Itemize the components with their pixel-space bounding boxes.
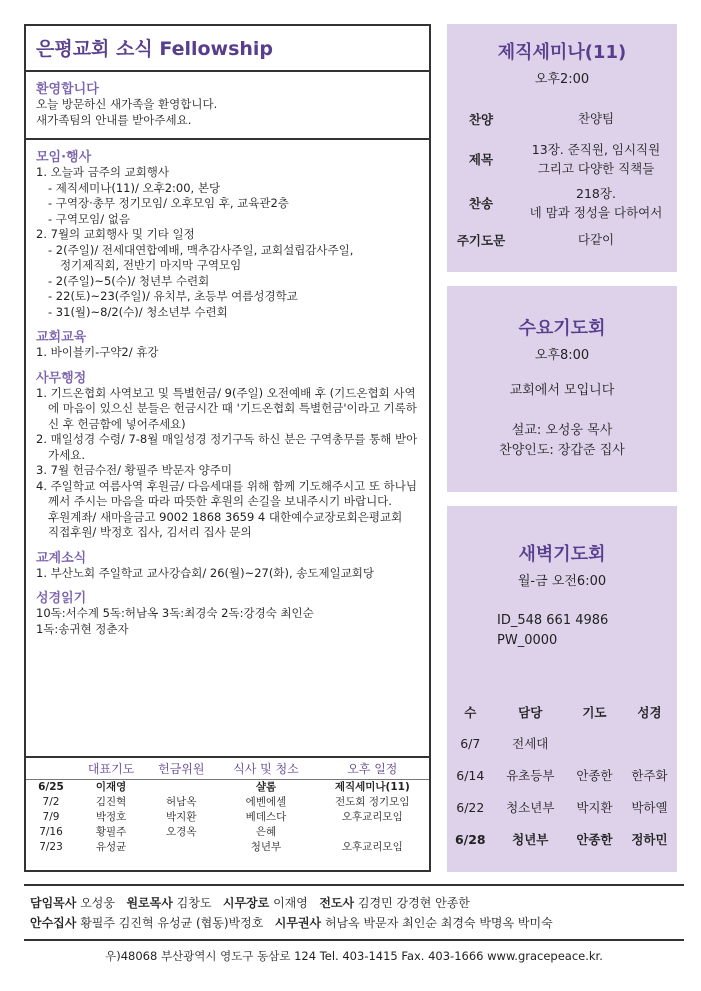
schedule-prayer: 이재영 bbox=[95, 781, 127, 793]
schedule-date: 7/9 bbox=[42, 811, 60, 823]
dawn-cell: 정하민 bbox=[631, 832, 668, 847]
staff-role: 시무권사 bbox=[274, 916, 322, 930]
table-row bbox=[26, 780, 429, 796]
dawn-header: 수 bbox=[464, 705, 477, 720]
schedule-prayer: 황필주 bbox=[95, 826, 127, 838]
schedule-offering: 오경옥 bbox=[166, 826, 197, 838]
seminar-topic-line: 13장. 준직원, 임시직원 bbox=[531, 142, 661, 157]
dawn-cell: 안종한 bbox=[576, 832, 613, 847]
events-heading: 모임·행사 bbox=[36, 150, 92, 165]
admin-heading: 사무행정 bbox=[36, 370, 87, 386]
events-subitem: 정기제직회, 전반기 마지막 구역모임 bbox=[60, 258, 242, 272]
staff-names: 오성웅 bbox=[80, 896, 115, 910]
staff-names: 김창도 bbox=[176, 896, 212, 910]
dawn-cell: 6/22 bbox=[456, 799, 485, 815]
staff-role: 안수집사 bbox=[30, 916, 77, 930]
wednesday-time: 오후8:00 bbox=[534, 348, 590, 363]
events-subitem: - 2(주일)/ 전세대연합예배, 맥추감사주일, 교회설립감사주일, bbox=[48, 242, 354, 257]
reading-line: 10독:서수계 5독:허남옥 3독:최경숙 2독:강경숙 최인순 bbox=[36, 606, 314, 620]
staff-row bbox=[30, 894, 678, 911]
schedule-meal: 베데스다 bbox=[245, 811, 287, 823]
seminar-row bbox=[447, 184, 677, 222]
dawn-header: 성경 bbox=[637, 705, 662, 720]
news-panel bbox=[24, 24, 431, 872]
dawn-header: 기도 bbox=[582, 705, 607, 720]
admin-item: 2. 매일성경 수령/ 7-8월 매일성경 정기구독 하신 분은 구역총무를 통해 받아가세요. bbox=[36, 432, 418, 462]
admin-item: 3. 7월 헌금수전/ 황필주 박문자 양주미 bbox=[36, 463, 232, 477]
schedule-date: 7/2 bbox=[42, 796, 60, 808]
seminar-value bbox=[515, 184, 677, 222]
dawn-cell: 전세대 bbox=[512, 736, 549, 751]
news-header bbox=[26, 26, 429, 72]
events-subitem: - 구역장·총무 정기모임/ 오후모임 후, 교육관2층 bbox=[48, 196, 289, 210]
table-row bbox=[26, 795, 429, 810]
welcome-section bbox=[26, 78, 429, 128]
events-subitem: - 구역모임/ 없음 bbox=[48, 211, 130, 226]
dawn-cell: 청소년부 bbox=[506, 800, 555, 815]
dawn-header: 담당 bbox=[518, 705, 543, 720]
staff-role: 시무장로 bbox=[222, 896, 270, 910]
schedule-date: 7/16 bbox=[39, 826, 63, 838]
seminar-topic-line: 그리고 다양한 직책들 bbox=[537, 161, 655, 176]
schedule-meal: 샬롬 bbox=[255, 781, 277, 793]
dawn-cell: 박하옐 bbox=[631, 800, 668, 815]
address-line: 우)48068 부산광역시 영도구 동삼로 124 Tel. 403-1415 Fax. 403-1666 www.gracepeace.kr. bbox=[105, 949, 603, 963]
admin-item: 1. 기드온협회 사역보고 및 특별헌금/ 9(주일) 오전예배 후 (기드온협회 사역에 마음이 있으신 분들은 헌금시간 때 '기드온협회 특별헌금'이라고 기록하신 후 헌금함에 넣어주세요) bbox=[36, 385, 417, 431]
schedule-afternoon: 오후교리모임 bbox=[341, 841, 403, 853]
table-row bbox=[447, 727, 677, 759]
events-subitem: - 제직세미나(11)/ 오후2:00, 본당 bbox=[48, 180, 221, 195]
table-row bbox=[447, 791, 677, 823]
staff-names: 허남옥 박문자 최인순 최경숙 박명옥 박미숙 bbox=[324, 916, 553, 930]
seminar-time: 오후2:00 bbox=[534, 72, 590, 87]
dawn-cell: 유초등부 bbox=[506, 768, 555, 783]
schedule-header: 대표기도 bbox=[76, 758, 146, 780]
schedule-prayer: 김진혁 bbox=[95, 796, 127, 808]
reading-line: 1독:송귀현 정춘자 bbox=[36, 621, 129, 636]
wednesday-prayer-panel bbox=[447, 286, 677, 492]
staff-row bbox=[30, 914, 678, 931]
seminar-key: 주기도문 bbox=[456, 232, 506, 248]
schedule-header: 오후 일정 bbox=[316, 758, 429, 780]
staff-role: 원로목사 bbox=[126, 896, 173, 910]
dawn-cell: 안종한 bbox=[576, 768, 613, 783]
welcome-line: 오늘 방문하신 새가족을 환영합니다. bbox=[36, 97, 218, 111]
divider bbox=[26, 138, 429, 140]
seminar-row bbox=[447, 230, 677, 249]
service-schedule-table bbox=[26, 756, 429, 870]
dawn-cell: 6/7 bbox=[460, 735, 481, 751]
staff-footer bbox=[24, 884, 684, 941]
staff-names: 황필주 김진혁 유성균 (협동)박정호 bbox=[80, 916, 264, 930]
schedule-prayer: 박정호 bbox=[95, 811, 127, 823]
education-item: 1. 바이블키-구약2/ 휴강 bbox=[36, 345, 159, 359]
welcome-heading: 환영합니다 bbox=[36, 82, 99, 97]
schedule-afternoon: 전도회 정기모임 bbox=[335, 796, 410, 808]
events-item: 2. 7월의 교회행사 및 기타 일정 bbox=[36, 227, 195, 241]
dawn-cell: 6/14 bbox=[456, 767, 485, 783]
wednesday-sermon: 설교: 오성웅 목사 bbox=[511, 423, 613, 438]
dawn-schedule-table bbox=[447, 697, 677, 855]
schedule-date: 7/23 bbox=[39, 841, 63, 853]
events-item: 1. 오늘과 금주의 교회행사 bbox=[36, 165, 170, 179]
wednesday-title: 수요기도회 bbox=[518, 318, 606, 339]
schedule-offering bbox=[146, 840, 216, 855]
seminar-value bbox=[515, 140, 677, 178]
seminar-key: 찬송 bbox=[468, 196, 494, 211]
welcome-line: 새가족팀의 안내를 받아주세요. bbox=[36, 112, 192, 127]
schedule-meal: 청년부 bbox=[250, 841, 282, 853]
staff-names: 김경민 강경현 안종한 bbox=[357, 896, 470, 910]
news-heading: 교계소식 bbox=[36, 550, 87, 566]
dawn-title: 새벽기도회 bbox=[518, 544, 606, 565]
staff-names: 이재영 bbox=[273, 896, 308, 910]
dawn-time: 월-금 오전6:00 bbox=[517, 574, 607, 589]
seminar-hymn-line: 218장. bbox=[576, 186, 616, 201]
schedule-header: 헌금위원 bbox=[146, 758, 216, 780]
schedule-prayer: 유성균 bbox=[95, 841, 127, 853]
education-heading: 교회교육 bbox=[36, 330, 87, 345]
staff-role: 담임목사 bbox=[30, 896, 77, 910]
schedule-afternoon bbox=[316, 825, 429, 840]
table-row bbox=[26, 825, 429, 840]
dawn-cell: 박지환 bbox=[576, 800, 613, 815]
page-title: 은평교회 소식 Fellowship bbox=[36, 38, 274, 60]
events-section bbox=[26, 146, 429, 637]
schedule-header bbox=[26, 758, 76, 780]
table-row bbox=[26, 840, 429, 855]
table-row bbox=[447, 759, 677, 791]
admin-contact: 직접후원/ 박정호 집사, 김서리 집사 문의 bbox=[48, 525, 252, 539]
schedule-offering: 허남옥 bbox=[166, 796, 197, 808]
schedule-meal: 은혜 bbox=[255, 826, 277, 838]
reading-heading: 성경읽기 bbox=[36, 591, 87, 606]
events-subitem: - 22(토)~23(주일)/ 유치부, 초등부 여름성경학교 bbox=[48, 289, 298, 303]
admin-account: 후원계좌/ 새마을금고 9002 1868 3659 4 대한예수교장로회은평교회 bbox=[48, 509, 403, 524]
events-subitem: - 2(주일)~5(수)/ 청년부 수련회 bbox=[48, 273, 210, 288]
seminar-row bbox=[447, 109, 677, 128]
seminar-key: 제목 bbox=[468, 152, 494, 167]
seminar-hymn-line: 네 맘과 정성을 다하여서 bbox=[529, 205, 663, 220]
seminar-value: 찬양팀 bbox=[577, 111, 615, 126]
table-row bbox=[26, 810, 429, 825]
seminar-value: 다같이 bbox=[577, 232, 615, 247]
seminar-key: 찬양 bbox=[468, 111, 494, 127]
schedule-afternoon: 오후교리모임 bbox=[341, 811, 403, 823]
dawn-prayer-panel bbox=[447, 506, 677, 872]
schedule-offering: 박지환 bbox=[166, 811, 197, 823]
table-row bbox=[447, 823, 677, 855]
schedule-meal: 에벤에셀 bbox=[245, 796, 287, 808]
wednesday-worship: 찬양인도: 장갑준 집사 bbox=[499, 443, 625, 458]
dawn-cell: 청년부 bbox=[512, 832, 549, 847]
schedule-header: 식사 및 청소 bbox=[216, 758, 315, 780]
wednesday-place: 교회에서 모입니다 bbox=[509, 383, 615, 398]
news-item: 1. 부산노회 주일학교 교사강습회/ 26(월)~27(화), 송도제일교회당 bbox=[36, 565, 375, 580]
events-subitem: - 31(월)~8/2(수)/ 청소년부 수련회 bbox=[48, 304, 228, 319]
dawn-cell: 6/28 bbox=[454, 831, 486, 847]
seminar-title: 제직세미나(11) bbox=[497, 42, 627, 63]
dawn-cell bbox=[622, 727, 677, 759]
admin-item: 4. 주일학교 여름사역 후원금/ 다음세대를 위해 함께 기도해주시고 또 하나님께서 주시는 마음을 따라 따뜻한 후원의 손길을 보내주시기 바랍니다. bbox=[36, 478, 418, 508]
staff-role: 전도사 bbox=[319, 896, 355, 910]
zoom-info bbox=[447, 611, 677, 651]
meeting-password: PW_0000 bbox=[497, 633, 558, 648]
schedule-afternoon: 제직세미나(11) bbox=[334, 781, 410, 793]
schedule-offering bbox=[146, 780, 216, 796]
meeting-id: ID_548 661 4986 bbox=[497, 613, 609, 628]
schedule-date: 6/25 bbox=[38, 781, 64, 793]
seminar-row bbox=[447, 140, 677, 178]
dawn-cell: 한주화 bbox=[631, 768, 668, 783]
dawn-cell bbox=[567, 727, 622, 759]
seminar-panel bbox=[447, 24, 677, 272]
